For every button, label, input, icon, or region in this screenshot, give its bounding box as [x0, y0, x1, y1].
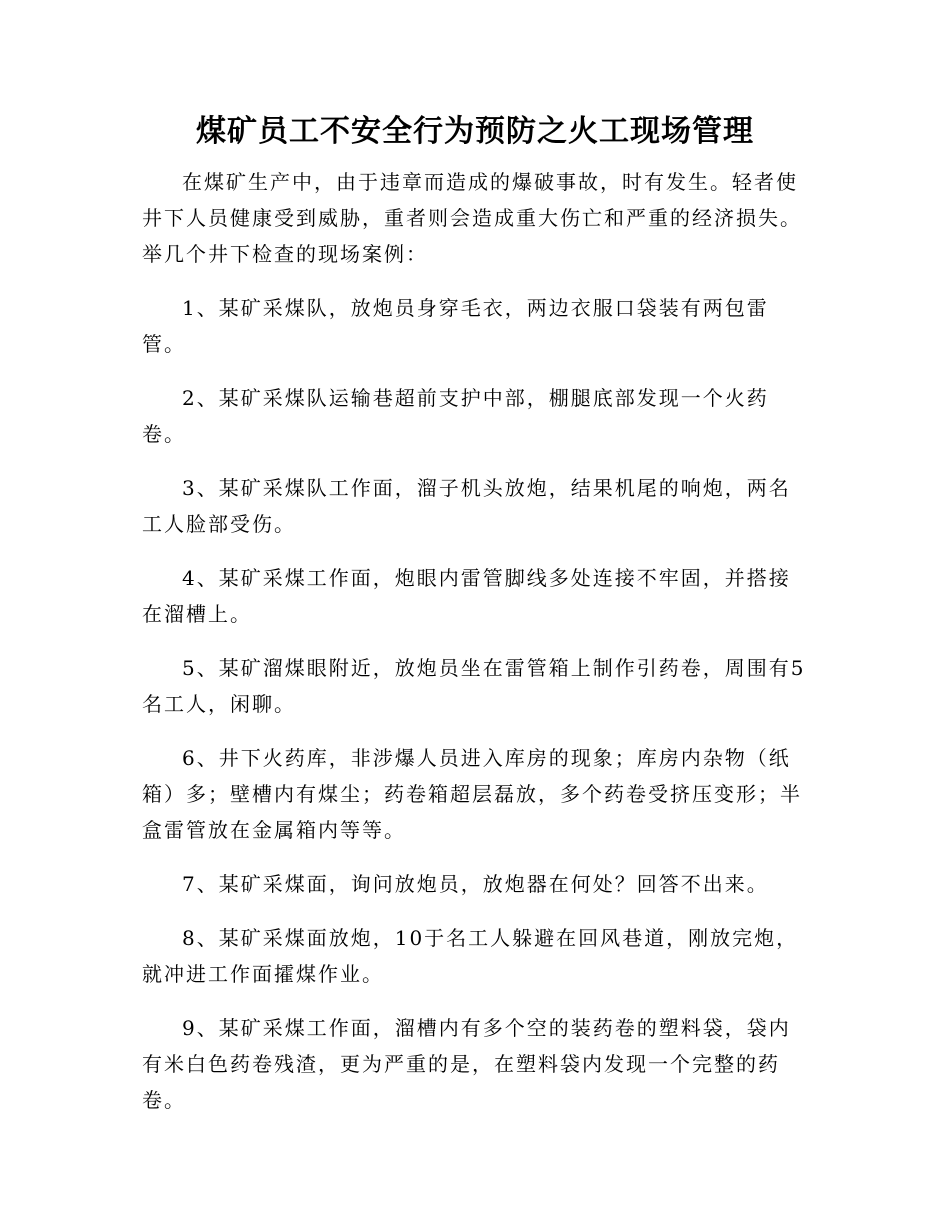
case-paragraph-8: 8、某矿采煤面放炮，10于名工人躲避在回风巷道，刚放完炮，就冲进工作面攉煤作业。 — [142, 926, 799, 986]
case-paragraph-1: 1、某矿采煤队，放炮员身穿毛衣，两边衣服口袋装有两包雷管。 — [142, 296, 769, 356]
case-paragraph-5: 5、某矿溜煤眼附近，放炮员坐在雷管箱上制作引药卷，周围有5名工人，闲聊。 — [142, 656, 806, 716]
intro-paragraph: 在煤矿生产中，由于违章而造成的爆破事故，时有发生。轻者使井下人员健康受到威胁，重者则会造成重大伤亡和严重的经济损失。举几个井下检查的现场案例： — [142, 170, 802, 266]
case-paragraph-2: 2、某矿采煤队运输巷超前支护中部，棚腿底部发现一个火药卷。 — [142, 386, 769, 446]
case-paragraph-4: 4、某矿采煤工作面，炮眼内雷管脚线多处连接不牢固，并搭接在溜槽上。 — [142, 566, 791, 626]
case-paragraph-6: 6、井下火药库，非涉爆人员进入库房的现象；库房内杂物（纸箱）多；壁槽内有煤尘；药卷箱超层磊放，多个药卷受挤压变形；半盒雷管放在金属箱内等等。 — [142, 746, 802, 842]
document-body — [142, 164, 810, 1136]
document-title: 煤矿员工不安全行为预防之火工现场管理 — [196, 114, 754, 149]
case-paragraph-9: 9、某矿采煤工作面，溜槽内有多个空的装药卷的塑料袋，袋内有米白色药卷残渣，更为严重的是，在塑料袋内发现一个完整的药卷。 — [142, 1016, 791, 1112]
case-paragraph-3: 3、某矿采煤队工作面，溜子机头放炮，结果机尾的响炮，两名工人脸部受伤。 — [142, 476, 791, 536]
case-paragraph-7: 7、某矿采煤面，询问放炮员，放炮器在何处？回答不出来。 — [182, 872, 769, 896]
